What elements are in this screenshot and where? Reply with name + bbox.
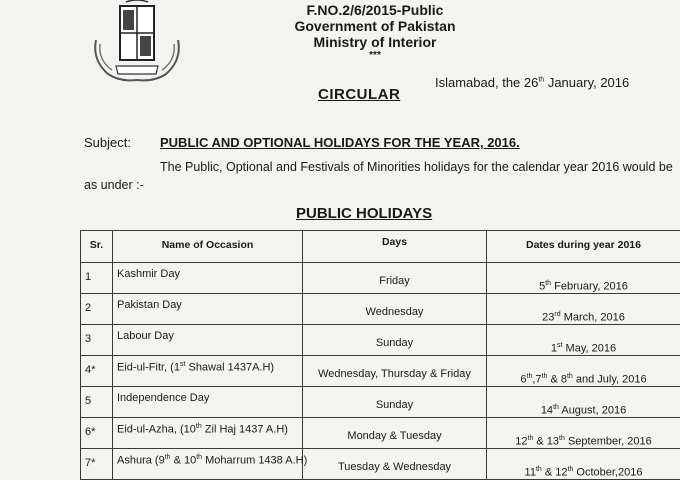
table-row [81, 325, 680, 356]
cell-occasion: Ashura (9th & 10th Moharrum 1438 A.H) [113, 449, 303, 480]
table-row [81, 387, 680, 418]
cell-dates: 12th & 13th September, 2016 [487, 418, 680, 449]
subject-label: Subject: [84, 135, 131, 150]
cell-dates: 6th,7th & 8th and July, 2016 [487, 356, 680, 387]
subject-text: PUBLIC AND OPTIONAL HOLIDAYS FOR THE YEAR, 2016. [160, 135, 520, 150]
circular-title: CIRCULAR [318, 86, 401, 103]
header-days: Days [303, 231, 487, 263]
cell-days: Monday & Tuesday [303, 418, 487, 449]
section-title: PUBLIC HOLIDAYS [296, 205, 433, 222]
holidays-table [80, 230, 680, 480]
cell-days: Wednesday, Thursday & Friday [303, 356, 487, 387]
table-row [81, 294, 680, 325]
cell-days: Wednesday [303, 294, 487, 325]
header-stars: *** [369, 50, 381, 61]
cell-days: Friday [303, 263, 487, 294]
cell-days: Sunday [303, 387, 487, 418]
cell-sr: 3 [81, 325, 113, 356]
header-sr: Sr. [81, 231, 113, 263]
table-row [81, 263, 680, 294]
table-header-row [81, 231, 680, 263]
cell-dates: 1st May, 2016 [487, 325, 680, 356]
intro-line-1: The Public, Optional and Festivals of Minorities holidays for the calendar year 2016 would be [160, 160, 673, 174]
table-row [81, 449, 680, 480]
cell-sr: 7* [81, 449, 113, 480]
header-name: Name of Occasion [113, 231, 303, 263]
cell-sr: 1 [81, 263, 113, 294]
cell-sr: 2 [81, 294, 113, 325]
cell-days: Tuesday & Wednesday [303, 449, 487, 480]
table-row [81, 418, 680, 449]
cell-sr: 5 [81, 387, 113, 418]
government-name: Government of Pakistan [294, 18, 456, 34]
cell-dates: 23rd March, 2016 [487, 294, 680, 325]
cell-occasion: Independence Day [113, 387, 303, 418]
government-emblem [86, 0, 188, 84]
file-number: F.NO.2/6/2015-Public [306, 2, 444, 18]
cell-dates: 14th August, 2016 [487, 387, 680, 418]
cell-sr: 4* [81, 356, 113, 387]
table-row [81, 356, 680, 387]
header-dates: Dates during year 2016 [487, 231, 680, 263]
cell-occasion: Labour Day [113, 325, 303, 356]
ministry-name: Ministry of Interior [313, 34, 437, 50]
cell-occasion: Pakistan Day [113, 294, 303, 325]
date-line: Islamabad, the 26th January, 2016 [435, 75, 630, 90]
intro-line-2: as under :- [84, 178, 144, 192]
cell-days: Sunday [303, 325, 487, 356]
cell-occasion: Eid-ul-Azha, (10th Zil Haj 1437 A.H) [113, 418, 303, 449]
cell-dates: 5th February, 2016 [487, 263, 680, 294]
cell-dates: 11th & 12th October,2016 [487, 449, 680, 480]
cell-occasion: Kashmir Day [113, 263, 303, 294]
cell-occasion: Eid-ul-Fitr, (1st Shawal 1437A.H) [113, 356, 303, 387]
cell-sr: 6* [81, 418, 113, 449]
